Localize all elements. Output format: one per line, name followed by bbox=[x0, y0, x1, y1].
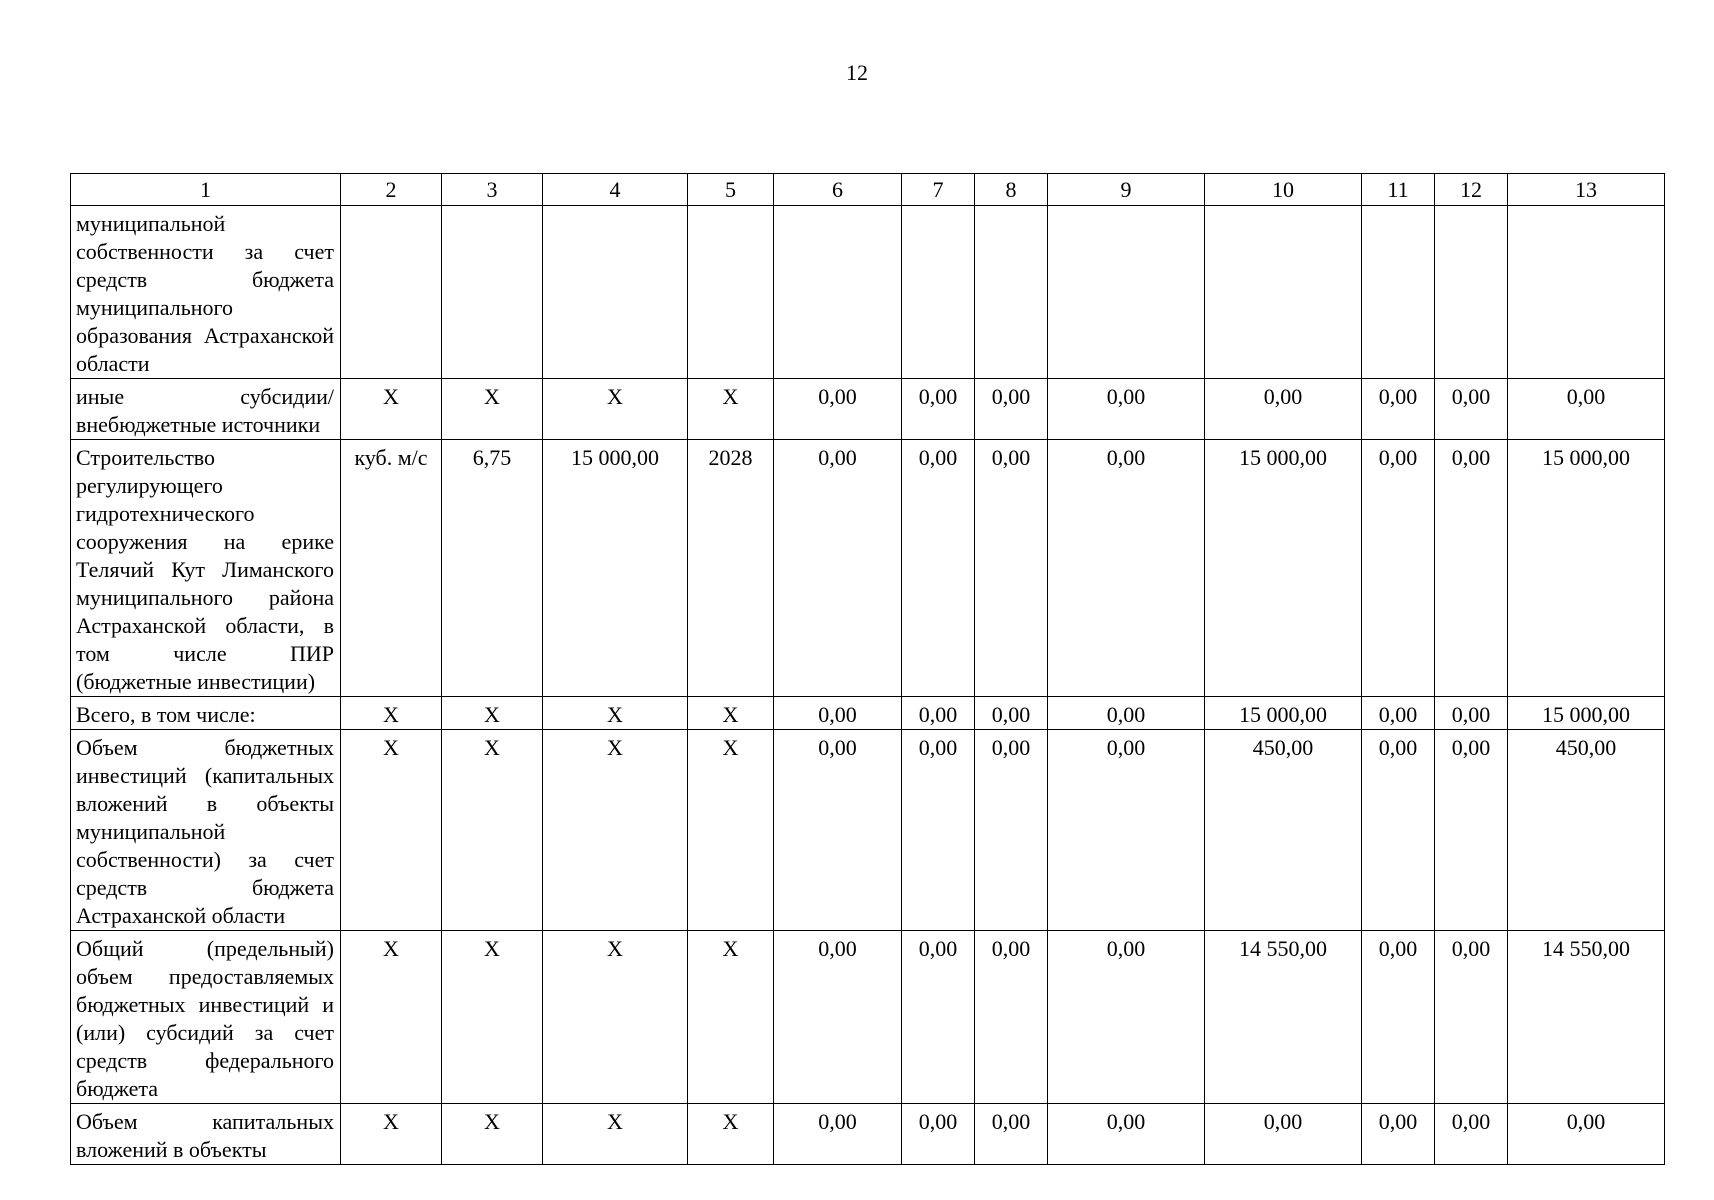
value-cell-col-3: X bbox=[442, 697, 543, 730]
value-cell-col-8: 0,00 bbox=[975, 440, 1048, 697]
value-cell-col-10: 14 550,00 bbox=[1205, 931, 1362, 1104]
value-cell-col-10: 15 000,00 bbox=[1205, 440, 1362, 697]
value-cell-col-7: 0,00 bbox=[902, 730, 975, 931]
header-cell: 6 bbox=[774, 174, 902, 206]
value-cell-col-8: 0,00 bbox=[975, 730, 1048, 931]
value-cell-col-5 bbox=[688, 206, 774, 379]
value-cell-col-3: X bbox=[442, 1104, 543, 1165]
value-cell-col-3: X bbox=[442, 730, 543, 931]
value-cell-col-2: X bbox=[341, 730, 442, 931]
header-cell: 1 bbox=[71, 174, 341, 206]
value-cell-col-6: 0,00 bbox=[774, 379, 902, 440]
value-cell-col-11: 0,00 bbox=[1362, 440, 1435, 697]
value-cell-col-6: 0,00 bbox=[774, 931, 902, 1104]
header-cell: 8 bbox=[975, 174, 1048, 206]
value-cell-col-2: X bbox=[341, 379, 442, 440]
row-label: Объем капитальных вложений в объекты bbox=[71, 1104, 341, 1165]
value-cell-col-12: 0,00 bbox=[1435, 1104, 1508, 1165]
value-cell-col-8: 0,00 bbox=[975, 379, 1048, 440]
table-row-total-including bbox=[71, 697, 1665, 730]
value-cell-col-4: X bbox=[543, 730, 688, 931]
value-cell-col-4: 15 000,00 bbox=[543, 440, 688, 697]
budget-table bbox=[70, 173, 1665, 1165]
value-cell-col-4: X bbox=[543, 697, 688, 730]
value-cell-col-9: 0,00 bbox=[1048, 379, 1205, 440]
value-cell-col-3 bbox=[442, 206, 543, 379]
value-cell-col-6: 0,00 bbox=[774, 1104, 902, 1165]
value-cell-col-6: 0,00 bbox=[774, 440, 902, 697]
value-cell-col-3: 6,75 bbox=[442, 440, 543, 697]
table-row-regional-budget-investments bbox=[71, 730, 1665, 931]
value-cell-col-5: X bbox=[688, 931, 774, 1104]
value-cell-col-13 bbox=[1508, 206, 1665, 379]
page-number: 12 bbox=[846, 60, 868, 85]
value-cell-col-12 bbox=[1435, 206, 1508, 379]
value-cell-col-7 bbox=[902, 206, 975, 379]
value-cell-col-11: 0,00 bbox=[1362, 730, 1435, 931]
header-cell: 2 bbox=[341, 174, 442, 206]
row-label: Строительство регулирующего гидротехнического сооружения на ерике Телячий Кут Лиманского муниципального района Астраханской области, в том числе ПИР (бюджетные инвестиции) bbox=[71, 440, 341, 697]
header-cell: 10 bbox=[1205, 174, 1362, 206]
value-cell-col-10: 15 000,00 bbox=[1205, 697, 1362, 730]
value-cell-col-13: 450,00 bbox=[1508, 730, 1665, 931]
value-cell-col-2 bbox=[341, 206, 442, 379]
value-cell-col-9: 0,00 bbox=[1048, 440, 1205, 697]
header-cell: 5 bbox=[688, 174, 774, 206]
value-cell-col-4: X bbox=[543, 1104, 688, 1165]
value-cell-col-7: 0,00 bbox=[902, 1104, 975, 1165]
header-cell: 3 bbox=[442, 174, 543, 206]
value-cell-col-5: X bbox=[688, 379, 774, 440]
table-body bbox=[71, 174, 1665, 1165]
value-cell-col-6 bbox=[774, 206, 902, 379]
value-cell-col-7: 0,00 bbox=[902, 931, 975, 1104]
value-cell-col-9 bbox=[1048, 206, 1205, 379]
value-cell-col-11: 0,00 bbox=[1362, 931, 1435, 1104]
value-cell-col-5: X bbox=[688, 1104, 774, 1165]
header-cell: 7 bbox=[902, 174, 975, 206]
value-cell-col-11: 0,00 bbox=[1362, 697, 1435, 730]
value-cell-col-4: X bbox=[543, 379, 688, 440]
value-cell-col-6: 0,00 bbox=[774, 730, 902, 931]
row-label: Всего, в том числе: bbox=[71, 697, 341, 730]
value-cell-col-9: 0,00 bbox=[1048, 697, 1205, 730]
header-cell: 11 bbox=[1362, 174, 1435, 206]
value-cell-col-4: X bbox=[543, 931, 688, 1104]
row-label: муниципальной собственности за счет средств бюджета муниципального образования Астраханской области bbox=[71, 206, 341, 379]
value-cell-col-8: 0,00 bbox=[975, 697, 1048, 730]
value-cell-col-11: 0,00 bbox=[1362, 1104, 1435, 1165]
value-cell-col-4 bbox=[543, 206, 688, 379]
value-cell-col-11 bbox=[1362, 206, 1435, 379]
value-cell-col-2: куб. м/с bbox=[341, 440, 442, 697]
value-cell-col-10: 450,00 bbox=[1205, 730, 1362, 931]
row-label: Объем бюджетных инвестиций (капитальных вложений в объекты муниципальной собственности) за счет средств бюджета Астраханской области bbox=[71, 730, 341, 931]
value-cell-col-3: X bbox=[442, 931, 543, 1104]
value-cell-col-10 bbox=[1205, 206, 1362, 379]
value-cell-col-8 bbox=[975, 206, 1048, 379]
value-cell-col-13: 0,00 bbox=[1508, 379, 1665, 440]
header-cell: 4 bbox=[543, 174, 688, 206]
header-cell: 13 bbox=[1508, 174, 1665, 206]
table-row-other-subsidies bbox=[71, 379, 1665, 440]
value-cell-col-9: 0,00 bbox=[1048, 730, 1205, 931]
value-cell-col-10: 0,00 bbox=[1205, 1104, 1362, 1165]
value-cell-col-2: X bbox=[341, 697, 442, 730]
table-row-construction-telyachiy-kut bbox=[71, 440, 1665, 697]
value-cell-col-12: 0,00 bbox=[1435, 730, 1508, 931]
value-cell-col-2: X bbox=[341, 931, 442, 1104]
header-cell: 12 bbox=[1435, 174, 1508, 206]
value-cell-col-8: 0,00 bbox=[975, 1104, 1048, 1165]
value-cell-col-12: 0,00 bbox=[1435, 931, 1508, 1104]
value-cell-col-7: 0,00 bbox=[902, 379, 975, 440]
header-row bbox=[71, 174, 1665, 206]
value-cell-col-3: X bbox=[442, 379, 543, 440]
value-cell-col-10: 0,00 bbox=[1205, 379, 1362, 440]
value-cell-col-11: 0,00 bbox=[1362, 379, 1435, 440]
value-cell-col-13: 14 550,00 bbox=[1508, 931, 1665, 1104]
table-row-capital-investments-partial bbox=[71, 1104, 1665, 1165]
value-cell-col-12: 0,00 bbox=[1435, 697, 1508, 730]
value-cell-col-13: 15 000,00 bbox=[1508, 440, 1665, 697]
value-cell-col-12: 0,00 bbox=[1435, 440, 1508, 697]
value-cell-col-9: 0,00 bbox=[1048, 931, 1205, 1104]
value-cell-col-13: 0,00 bbox=[1508, 1104, 1665, 1165]
value-cell-col-5: X bbox=[688, 730, 774, 931]
value-cell-col-6: 0,00 bbox=[774, 697, 902, 730]
value-cell-col-13: 15 000,00 bbox=[1508, 697, 1665, 730]
table-row-continued-municipal-budget bbox=[71, 206, 1665, 379]
value-cell-col-5: X bbox=[688, 697, 774, 730]
value-cell-col-12: 0,00 bbox=[1435, 379, 1508, 440]
value-cell-col-7: 0,00 bbox=[902, 697, 975, 730]
table-row-federal-budget-investments bbox=[71, 931, 1665, 1104]
row-label: иные субсидии/ внебюджетные источники bbox=[71, 379, 341, 440]
row-label: Общий (предельный) объем предоставляемых бюджетных инвестиций и (или) субсидий за счет средств федерального бюджета bbox=[71, 931, 341, 1104]
value-cell-col-2: X bbox=[341, 1104, 442, 1165]
value-cell-col-8: 0,00 bbox=[975, 931, 1048, 1104]
value-cell-col-9: 0,00 bbox=[1048, 1104, 1205, 1165]
header-cell: 9 bbox=[1048, 174, 1205, 206]
value-cell-col-7: 0,00 bbox=[902, 440, 975, 697]
value-cell-col-5: 2028 bbox=[688, 440, 774, 697]
